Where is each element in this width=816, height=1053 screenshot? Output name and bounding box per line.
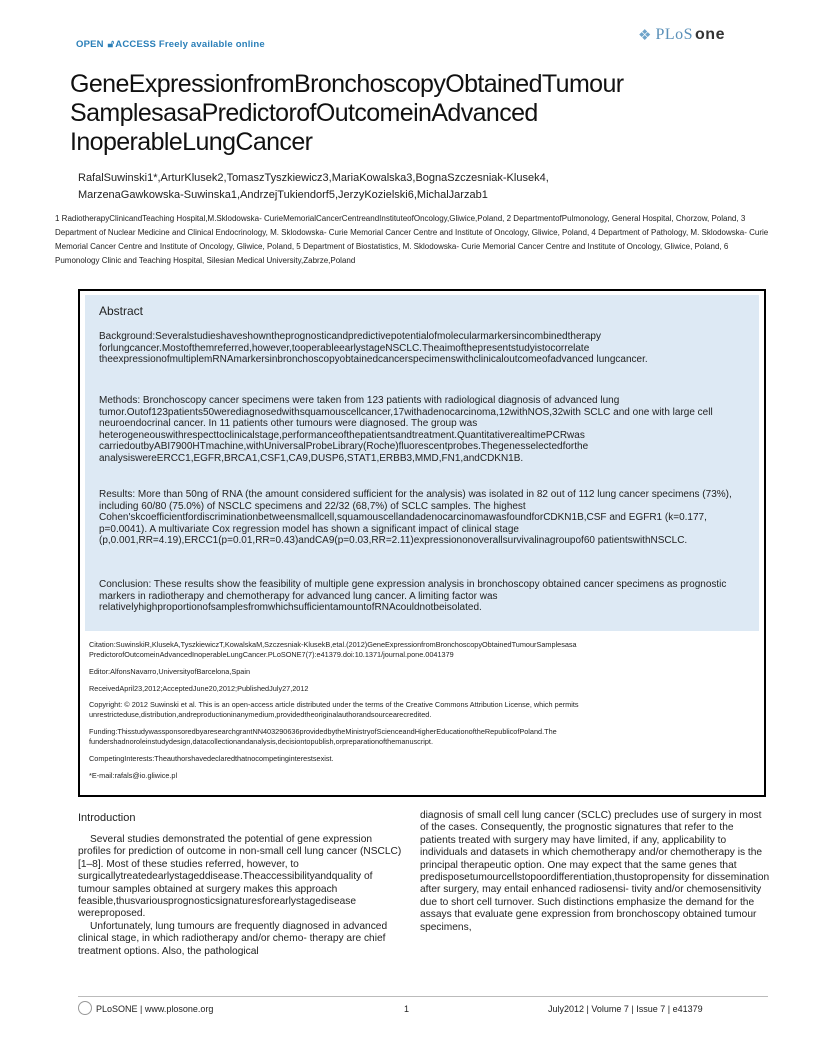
editor: Editor:AlfonsNavarro,UniversityofBarcelona,Spain [89,667,251,676]
title-line: GeneExpressionfromBronchoscopyObtainedTumour [70,70,624,98]
funding: Funding:ThisstudywassponsoredbyaresearchgrantNN403290636providedbytheMinistryofScienceandHigherEducationoftheRepublicofPoland.The fundershadnoroleinstudydesign,datacollectionandanalysis,decisiontopublish,orpreparationofthemanuscript. [89,727,557,746]
open-access-prefix: OPEN [76,39,104,50]
copyright: Copyright: © 2012 Suwinski et al. This is an open-access article distributed under the terms of the Creative Commons Attribution License, which permits unrestricteduse,distribution,andreproductioninanymedium,providedtheoriginalauthorandsourcearecredited. [89,700,579,719]
intro-paragraph: Several studies demonstrated the potential of gene expression profiles for prediction of outcome in non-small cell lung cancer (NSCLC) [1–8]. Most of these studies referred, however, to surgicallytreatedearlystageddisease.Theaccessibilityandquality of tumour samples obtained at surgery makes this approach feasible,thusvariousprognosticsignaturesforearlystagedisease wereproposed. [78,834,402,920]
intro-right-column [420,810,772,934]
corresponding-email: *E-mail:rafals@io.gliwice.pl [89,771,178,780]
open-lock-icon: 🔓︎ [107,39,115,50]
journal-logo-text [655,26,725,44]
journal-logo [638,26,725,44]
competing-interests: CompetingInterests:Theauthorshavedeclaredthatnocompetinginterestsexist. [89,754,334,763]
citation: Citation:SuwinskiR,KlusekA,TyszkiewiczT,KowalskaM,Szczesniak-KlusekB,etal.(2012)GeneExpressionfromBronchoscopyObtainedTumourSamplesasa PredictorofOutcomeinAdvancedInoperableLungCancer.PLoSONE7(7):e41379.doi:10.1371/journal.pone.0041379 [89,640,577,659]
footer-divider [78,996,768,997]
article-title [70,70,760,157]
introduction-heading: Introduction [78,812,136,824]
author-line: RafalSuwinski1*,ArturKlusek2,TomaszTyszkiewicz3,MariaKowalska3,BognaSzczesniak-Klusek4, [78,172,549,184]
journal-logo-name: PLoS [655,26,694,43]
abstract-heading: Abstract [99,304,144,318]
abstract-results: Results: More than 50ng of RNA (the amount considered sufficient for the analysis) was isolated in 82 out of 112 lung cancer specimens (73%), including 60/80 (75.0%) of NSCLC specimens and 22/32 (68,7%) of SCLC samples. The highest Cohen'skcoefficientfordiscriminationbetweensmallcell,squamouscellandadenocarcinomawasfoundforCDKN1B,CSF and EGFR1 (k=0.177, p=0.0041). A multivariate Cox regression model has shown a significant impact of clinical stage (p,0.001,RR=4.19),ERCC1(p=0.01,RR=0.43)andCA9(p=0.03,RR=2.11)expressiononoverallsurvivalinagroupof60 patientswithNSCLC. [99,489,732,547]
intro-left-column [78,834,406,958]
footer-journal: PLoSONE | www.plosone.org [96,1004,214,1014]
author-list [78,170,738,204]
footer-issue: July2012 | Volume 7 | Issue 7 | e41379 [548,1004,703,1014]
plos-footer-icon [78,1001,92,1015]
abstract-methods: Methods: Bronchoscopy cancer specimens were taken from 123 patients with radiological diagnosis of advanced lung tumor.Outof123patients50werediagnosedwithsquamouscellcancer,17withadenocarcinoma,12withNOS,32with SCLC and one with large cell neuroendocrinal cancer. In 11 patients other tumours were diagnosed. The group was heterogeneouswithrespecttoclinicalstage,performanceofthepatientsandtreatment.QuantitativerealtimePCRwas carriedoutbyABI7900HTmachine,withUniversalProbeLibrary(Roche)fluorescentprobes.Thegenesselectedforthe analysiswereERCC1,EGFR,BRCA1,CSF1,CA9,DUSP6,STAT1,ERBB3,MMD,FN1,andCDKN1B. [99,395,713,464]
abstract-background: Background:Severalstudieshaveshowntheprognosticandpredictivepotentialofmolecularmarkersincombinedtherapy forlungcancer.Mostofthemreferred,however,tooperableearlystageNSCLC.Theaimofthepresentstudyistocorrelate theexpressionofmultiplemRNAmarkersinbronchoscopyobtainedcancerspecimenswithclinicaloutcomeofadvanced lungcancer. [99,331,648,366]
publication-dates: ReceivedApril23,2012;AcceptedJune20,2012;PublishedJuly27,2012 [89,684,309,693]
plos-logo-icon: ❖ [638,26,652,44]
affiliations: 1 RadiotherapyClinicandTeaching Hospital,M.Sklodowska- CurieMemorialCancerCentreandInstituteofOncology,Gliwice,Poland, 2 DepartmentofPulmonology, General Hospital, Chorzow, Poland, 3 Department of Nuclear Medicine and Clinical Endocrinology, M. Sklodowska- Curie Memorial Cancer Centre and Institute of Oncology, Gliwice, Poland, 4 Department of Pathology, M. Sklodowska- Curie Memorial Cancer Centre and Institute of Oncology, Gliwice, Poland, 5 Department of Biostatistics, M. Sklodowska- Curie Memorial Cancer Centre and Institute of Oncology, Gliwice, Poland, 6 Pumonology Clinic and Teaching Hospital, Silesian Medical University,Zabrze,Poland [55,214,769,265]
author-line: MarzenaGawkowska-Suwinska1,AndrzejTukiendorf5,JerzyKozielski6,MichalJarzab1 [78,189,488,201]
journal-logo-bold: one [695,26,725,43]
intro-paragraph: diagnosis of small cell lung cancer (SCLC) precludes use of surgery in most of the cases. Consequently, the prognostic signatures that refer to the patients treated with surgery may have limited, if any, applicability to individuals and datasets in which chemotherapy and/or chemotherapy is the principal therapeutic option. One may expect that the same genes that predisposetumourcellstopoordifferentiation,thustopropensity for dissemination after surgery, may entail enhanced radiosensi- tivity and/or chemosensitivity due to short cell turnover. Such distinctions emphasize the demand for the assays that evaluate gene expression from bronchoscopy obtained tumour specimens, [420,810,770,933]
abstract-conclusion: Conclusion: These results show the feasibility of multiple gene expression analysis in bronchoscopy obtained cancer specimens as prognostic markers in radiotherapy and chemotherapy for advanced lung cancer. A limiting factor was relativelyhighproportionofsamplesfromwhichsufficientamountofRNAcouldnotbeisolated. [99,579,727,614]
page-number: 1 [404,1004,410,1014]
title-line: SamplesasaPredictorofOutcomeinAdvanced [70,99,538,127]
open-access-badge [76,39,265,50]
open-access-label: ACCESS Freely available online [115,39,265,50]
intro-paragraph: Unfortunately, lung tumours are frequently diagnosed in advanced clinical stage, in which radiotherapy and/or chemo- therapy are chief treatment options. Also, the pathological [78,920,388,957]
title-line: InoperableLungCancer [70,128,313,156]
